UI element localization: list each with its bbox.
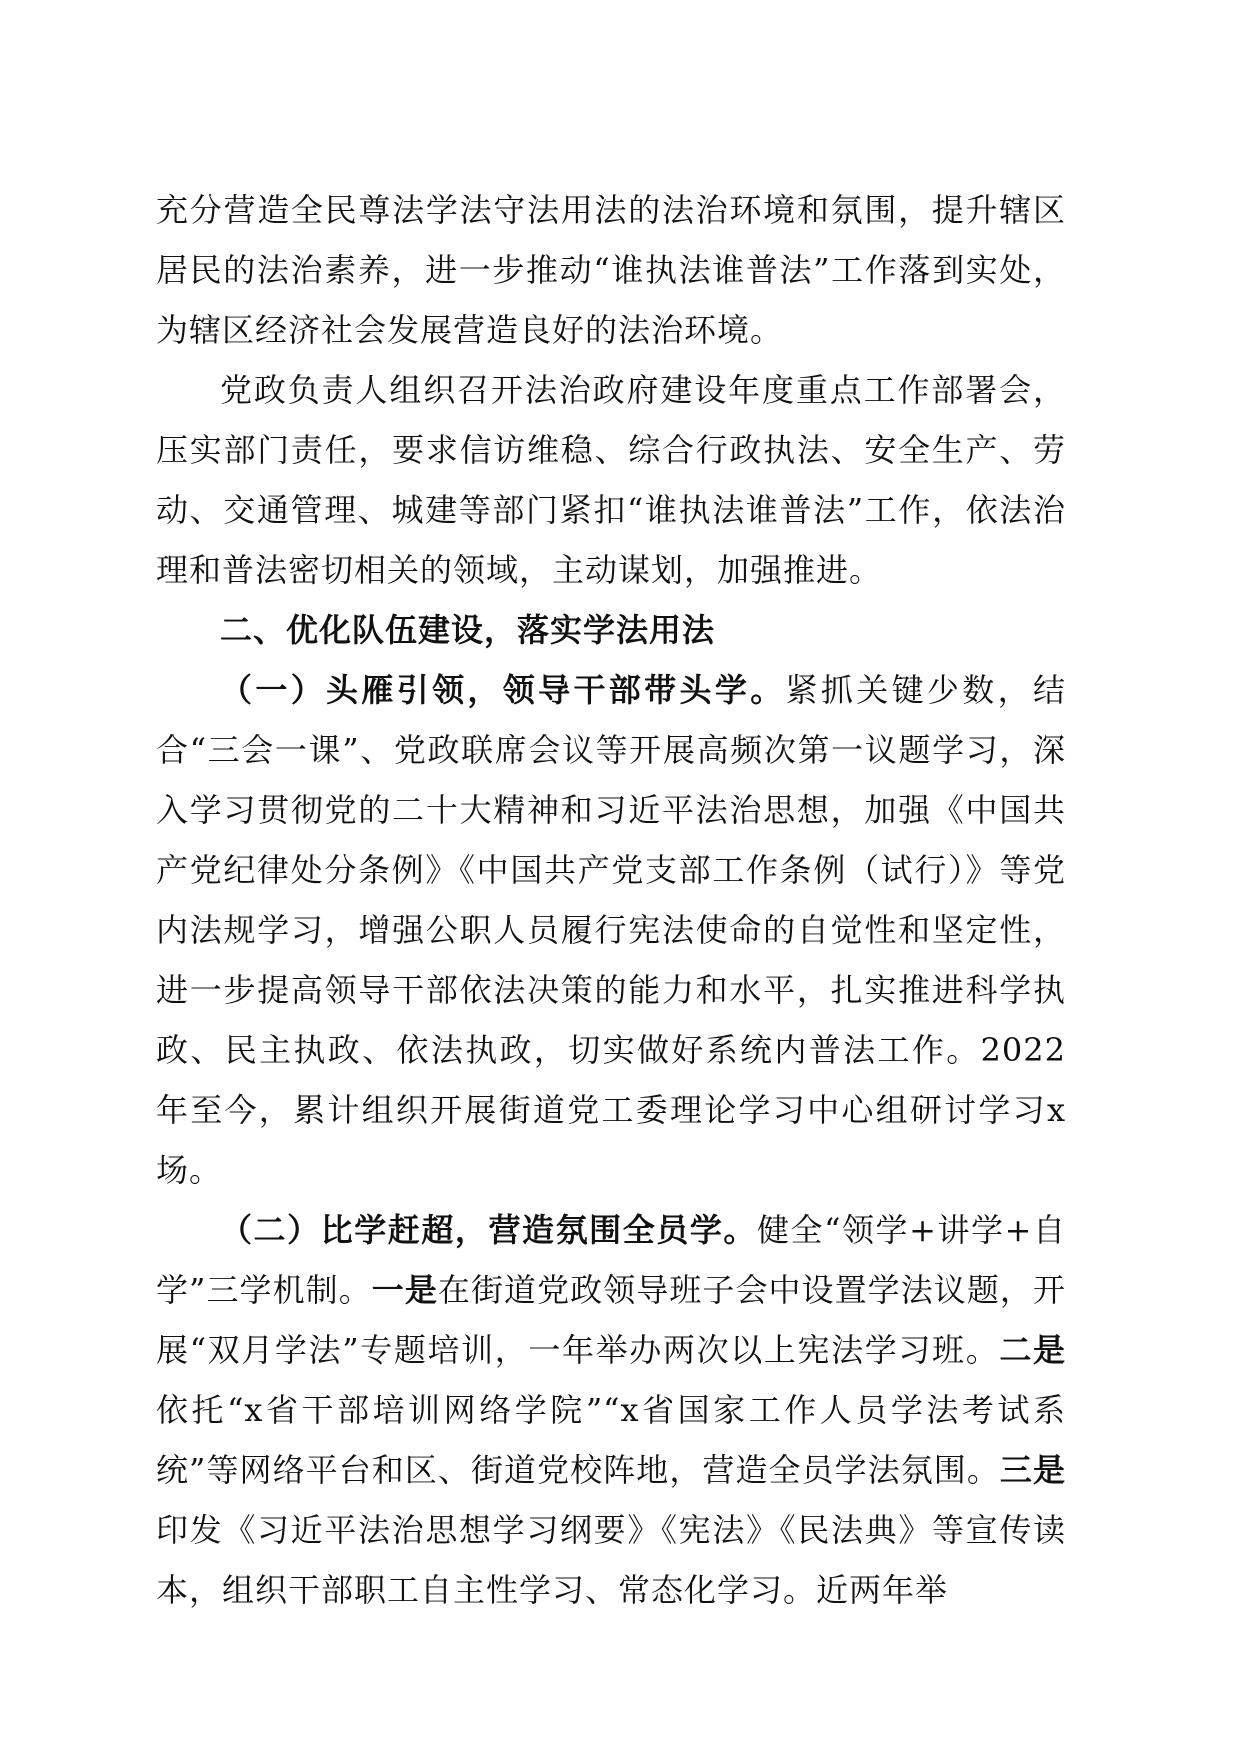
document-body (156, 180, 1066, 1620)
paragraph-all-staff-study (156, 1200, 1066, 1620)
enumeration-marker: 一是 (371, 1271, 438, 1309)
paragraph-text: 依托“x省干部培训网络学院”“x省国家工作人员学法考试系统”等网络平台和区、街道党校阵地，营造全员学法氛围。 (156, 1391, 1066, 1489)
enumeration-marker: 二是 (999, 1331, 1066, 1369)
subsection-lead: （一）头雁引领，领导干部带头学。 (220, 671, 786, 709)
paragraph-text: 紧抓关键少数，结合“三会一课”、党政联席会议等开展高频次第一议题学习，深入学习贯彻党的二十大精神和习近平法治思想，加强《中国共产党纪律处分条例》《中国共产党支部工作条例（试行）》等党内法规学习，增强公职人员履行宪法使命的自觉性和坚定性，进一步提高领导干部依法决策的能力和水平，扎实推进科学执政、民主执政、依法执政，切实做好系统内普法工作。2022年至今，累计组织开展街道党工委理论学习中心组研讨学习x场。 (156, 671, 1066, 1189)
paragraph-leaders-study (156, 660, 1066, 1200)
paragraph-text: 在街道党政领导班子会中设置学法议题，开展“双月学法”专题培训，一年举办两次以上宪法学习班。 (156, 1271, 1066, 1369)
paragraph-continuation (156, 180, 1066, 360)
enumeration-marker: 三是 (999, 1451, 1066, 1489)
paragraph-text: 党政负责人组织召开法治政府建设年度重点工作部署会，压实部门责任，要求信访维稳、综合行政执法、安全生产、劳动、交通管理、城建等部门紧扣“谁执法谁普法”工作，依法治理和普法密切相关的领域，主动谋划，加强推进。 (156, 371, 1066, 589)
paragraph-text: 健全“领学+讲学+自学”三学机制。 (156, 1211, 1066, 1309)
paragraph-deployment-meeting (156, 360, 1066, 600)
section-heading: 二、优化队伍建设，落实学法用法 (220, 611, 716, 649)
paragraph-text: 充分营造全民尊法学法守法用法的法治环境和氛围，提升辖区居民的法治素养，进一步推动“谁执法谁普法”工作落到实处，为辖区经济社会发展营造良好的法治环境。 (156, 191, 1066, 349)
paragraph-text: 印发《习近平法治思想学习纲要》《宪法》《民法典》等宣传读本，组织干部职工自主性学习、常态化学习。近两年举 (156, 1511, 1066, 1609)
subsection-lead: （二）比学赶超，营造氛围全员学。 (220, 1211, 757, 1249)
